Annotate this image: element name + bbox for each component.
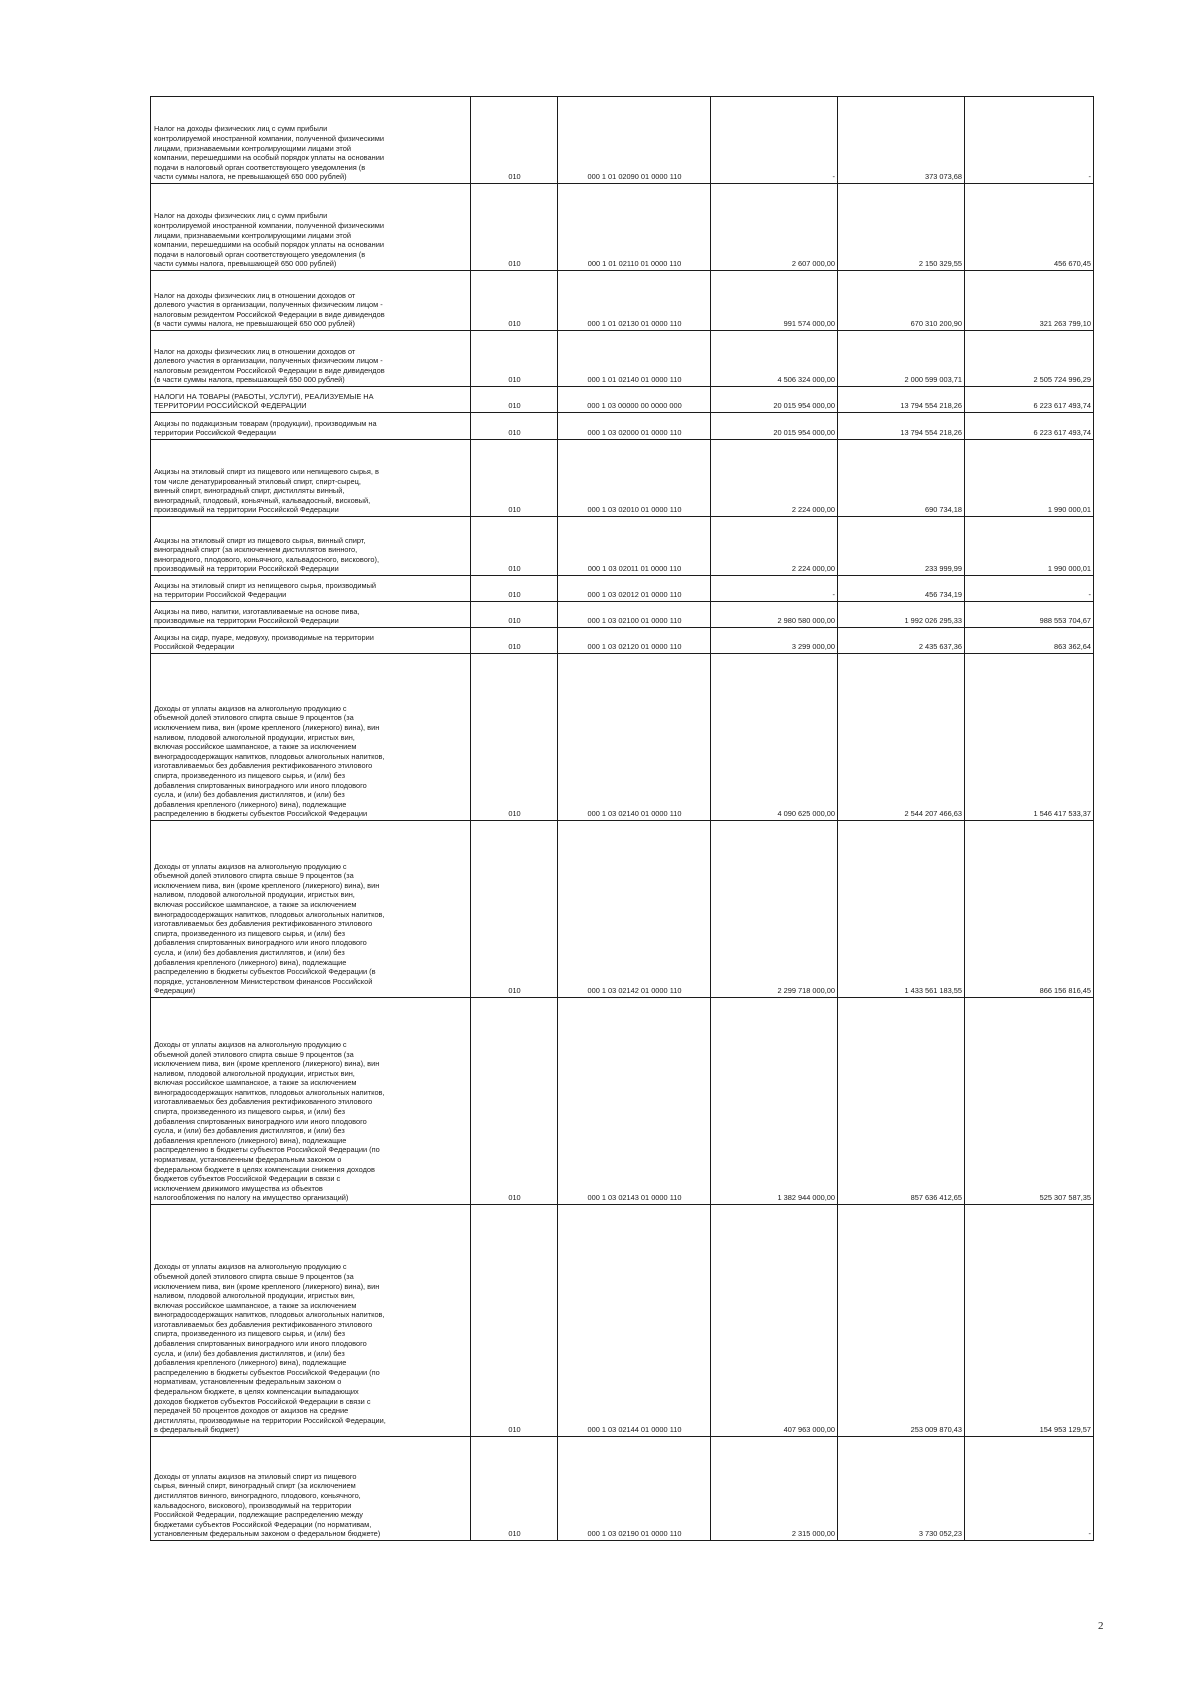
revenue-table-body: [151, 97, 1094, 1541]
row-name: Доходы от уплаты акцизов на алкогольную продукцию с объемной долей этилового спирта свыше 9 процентов (за исключением пива, вин (кроме крепленого (ликерного) вина), вин наливом, плодовой алкогольной продукции, игристых вин, включая российское шампанское, а также за исключением виноградосодержащих напитков, плодовых алкогольных напитков, изготавливаемых без добавления ректификованного этилового спирта, произведенного из пищевого сырья, и (или) без добавления спиртованных виноградного или иного плодового сусла, и (или) без добавления дистиллятов, и (или) без добавления крепленого (ликерного) вина), подлежащие распределению в бюджеты субъектов Российской Федерации (по нормативам, установленным федеральным законом о федеральном бюджете в целях компенсации снижения доходов бюджетов субъектов Российской Федерации в связи с исключением движимого имущества из объектов налогообложения по налогу на имущество организаций): [151, 998, 471, 1205]
row-kbk: 000 1 03 02010 01 0000 110: [558, 440, 711, 517]
row-code: 010: [471, 97, 558, 184]
revenue-table: [150, 96, 1094, 1541]
table-row: [151, 1205, 1094, 1437]
row-approved: 4 090 625 000,00: [711, 654, 838, 821]
row-approved: 2 224 000,00: [711, 517, 838, 576]
table-row: [151, 184, 1094, 271]
row-code: 010: [471, 271, 558, 331]
row-approved: 4 506 324 000,00: [711, 331, 838, 387]
row-kbk: 000 1 03 02000 01 0000 110: [558, 413, 711, 440]
table-row: [151, 440, 1094, 517]
row-approved: 2 315 000,00: [711, 1437, 838, 1541]
row-unexecuted: 866 156 816,45: [965, 821, 1094, 998]
row-approved: 1 382 944 000,00: [711, 998, 838, 1205]
row-executed: 857 636 412,65: [838, 998, 965, 1205]
row-kbk: 000 1 01 02130 01 0000 110: [558, 271, 711, 331]
row-unexecuted: -: [965, 1437, 1094, 1541]
row-kbk: 000 1 03 02011 01 0000 110: [558, 517, 711, 576]
row-executed: 253 009 870,43: [838, 1205, 965, 1437]
row-unexecuted: 154 953 129,57: [965, 1205, 1094, 1437]
row-kbk: 000 1 01 02090 01 0000 110: [558, 97, 711, 184]
table-row: [151, 413, 1094, 440]
row-unexecuted: 6 223 617 493,74: [965, 413, 1094, 440]
row-name: Доходы от уплаты акцизов на алкогольную продукцию с объемной долей этилового спирта свыше 9 процентов (за исключением пива, вин (кроме крепленого (ликерного) вина), вин наливом, плодовой алкогольной продукции, игристых вин, включая российское шампанское, а также за исключением виноградосодержащих напитков, плодовых алкогольных напитков, изготавливаемых без добавления ректификованного этилового спирта, произведенного из пищевого сырья, и (или) без добавления спиртованных виноградного или иного плодового сусла, и (или) без добавления дистиллятов, и (или) без добавления крепленого (ликерного) вина), подлежащие распределению в бюджеты субъектов Российской Федерации: [151, 654, 471, 821]
row-name: Акцизы по подакцизным товарам (продукции), производимым на территории Российской Федерации: [151, 413, 471, 440]
row-name: Налог на доходы физических лиц с сумм прибыли контролируемой иностранной компании, полученной физическими лицами, признаваемыми контролирующими лицами этой компании, перешедшими на особый порядок уплаты на основании подачи в налоговый орган соответствующего уведомления (в части суммы налога, не превышающей 650 000 рублей): [151, 97, 471, 184]
page-number: 2: [1098, 1620, 1104, 1632]
row-name: Акцизы на этиловый спирт из пищевого или непищевого сырья, в том числе денатурированный этиловый спирт, спирт-сырец, винный спирт, виноградный спирт, дистилляты винный, виноградный, плодовый, коньячный, кальвадосный, висковый, производимый на территории Российской Федерации: [151, 440, 471, 517]
row-code: 010: [471, 184, 558, 271]
table-row: [151, 271, 1094, 331]
row-kbk: 000 1 03 02100 01 0000 110: [558, 602, 711, 628]
row-unexecuted: -: [965, 97, 1094, 184]
row-code: 010: [471, 1437, 558, 1541]
row-executed: 2 544 207 466,63: [838, 654, 965, 821]
row-approved: -: [711, 576, 838, 602]
row-name: Налог на доходы физических лиц в отношении доходов от долевого участия в организации, полученных физическим лицом - налоговым резидентом Российской Федерации в виде дивидендов (в части суммы налога, не превышающей 650 000 рублей): [151, 271, 471, 331]
row-kbk: 000 1 01 02140 01 0000 110: [558, 331, 711, 387]
table-row: [151, 821, 1094, 998]
row-unexecuted: -: [965, 576, 1094, 602]
row-approved: 2 299 718 000,00: [711, 821, 838, 998]
row-unexecuted: 2 505 724 996,29: [965, 331, 1094, 387]
row-approved: 2 980 580 000,00: [711, 602, 838, 628]
row-executed: 3 730 052,23: [838, 1437, 965, 1541]
row-code: 010: [471, 998, 558, 1205]
table-row: [151, 517, 1094, 576]
row-name: Акцизы на этиловый спирт из пищевого сырья, винный спирт, виноградный спирт (за исключением дистиллятов винного, виноградного, плодового, коньячного, кальвадосного, вискового), производимый на территории Российской Федерации: [151, 517, 471, 576]
row-unexecuted: 525 307 587,35: [965, 998, 1094, 1205]
row-unexecuted: 456 670,45: [965, 184, 1094, 271]
row-kbk: 000 1 01 02110 01 0000 110: [558, 184, 711, 271]
row-name: Акцизы на пиво, напитки, изготавливаемые на основе пива, производимые на территории Российской Федерации: [151, 602, 471, 628]
row-code: 010: [471, 440, 558, 517]
row-executed: 2 150 329,55: [838, 184, 965, 271]
row-executed: 690 734,18: [838, 440, 965, 517]
row-name: Акцизы на сидр, пуаре, медовуху, производимые на территории Российской Федерации: [151, 628, 471, 654]
row-code: 010: [471, 331, 558, 387]
row-unexecuted: 6 223 617 493,74: [965, 387, 1094, 413]
row-name: Налог на доходы физических лиц с сумм прибыли контролируемой иностранной компании, полученной физическими лицами, признаваемыми контролирующими лицами этой компании, перешедшими на особый порядок уплаты на основании подачи в налоговый орган соответствующего уведомления (в части суммы налога, превышающей 650 000 рублей): [151, 184, 471, 271]
table-row: [151, 576, 1094, 602]
row-name: НАЛОГИ НА ТОВАРЫ (РАБОТЫ, УСЛУГИ), РЕАЛИЗУЕМЫЕ НА ТЕРРИТОРИИ РОССИЙСКОЙ ФЕДЕРАЦИИ: [151, 387, 471, 413]
table-row: [151, 1437, 1094, 1541]
table-row: [151, 97, 1094, 184]
row-code: 010: [471, 821, 558, 998]
row-code: 010: [471, 602, 558, 628]
row-executed: 13 794 554 218,26: [838, 387, 965, 413]
row-unexecuted: 863 362,64: [965, 628, 1094, 654]
row-kbk: 000 1 03 02144 01 0000 110: [558, 1205, 711, 1437]
row-kbk: 000 1 03 02142 01 0000 110: [558, 821, 711, 998]
table-row: [151, 628, 1094, 654]
row-name: Доходы от уплаты акцизов на алкогольную продукцию с объемной долей этилового спирта свыше 9 процентов (за исключением пива, вин (кроме крепленого (ликерного) вина), вин наливом, плодовой алкогольной продукции, игристых вин, включая российское шампанское, а также за исключением виноградосодержащих напитков, плодовых алкогольных напитков, изготавливаемых без добавления ректификованного этилового спирта, произведенного из пищевого сырья, и (или) без добавления спиртованных виноградного или иного плодового сусла, и (или) без добавления дистиллятов, и (или) без добавления крепленого (ликерного) вина), подлежащие распределению в бюджеты субъектов Российской Федерации (в порядке, установленном Министерством финансов Российской Федерации): [151, 821, 471, 998]
row-code: 010: [471, 628, 558, 654]
row-approved: 991 574 000,00: [711, 271, 838, 331]
row-unexecuted: 1 990 000,01: [965, 440, 1094, 517]
row-unexecuted: 988 553 704,67: [965, 602, 1094, 628]
row-approved: 2 224 000,00: [711, 440, 838, 517]
row-approved: 3 299 000,00: [711, 628, 838, 654]
row-approved: -: [711, 97, 838, 184]
row-executed: 456 734,19: [838, 576, 965, 602]
row-executed: 233 999,99: [838, 517, 965, 576]
row-name: Акцизы на этиловый спирт из непищевого сырья, производимый на территории Российской Федерации: [151, 576, 471, 602]
row-code: 010: [471, 1205, 558, 1437]
row-code: 010: [471, 654, 558, 821]
row-name: Доходы от уплаты акцизов на этиловый спирт из пищевого сырья, винный спирт, виноградный спирт (за исключением дистиллятов винного, виноградного, плодового, коньячного, кальвадосного, вискового), производимый на территории Российской Федерации, подлежащие распределению между бюджетами субъектов Российской Федерации (по нормативам, установленным федеральным законом о федеральном бюджете): [151, 1437, 471, 1541]
row-kbk: 000 1 03 02120 01 0000 110: [558, 628, 711, 654]
row-approved: 20 015 954 000,00: [711, 413, 838, 440]
table-row: [151, 387, 1094, 413]
row-unexecuted: 321 263 799,10: [965, 271, 1094, 331]
row-executed: 373 073,68: [838, 97, 965, 184]
row-kbk: 000 1 03 02140 01 0000 110: [558, 654, 711, 821]
table-row: [151, 998, 1094, 1205]
row-approved: 2 607 000,00: [711, 184, 838, 271]
table-row: [151, 602, 1094, 628]
table-row: [151, 654, 1094, 821]
row-kbk: 000 1 03 02143 01 0000 110: [558, 998, 711, 1205]
row-code: 010: [471, 387, 558, 413]
row-executed: 1 992 026 295,33: [838, 602, 965, 628]
row-executed: 2 000 599 003,71: [838, 331, 965, 387]
row-approved: 407 963 000,00: [711, 1205, 838, 1437]
row-executed: 1 433 561 183,55: [838, 821, 965, 998]
row-code: 010: [471, 576, 558, 602]
row-unexecuted: 1 990 000,01: [965, 517, 1094, 576]
table-row: [151, 331, 1094, 387]
row-code: 010: [471, 413, 558, 440]
row-kbk: 000 1 03 00000 00 0000 000: [558, 387, 711, 413]
row-executed: 2 435 637,36: [838, 628, 965, 654]
row-name: Налог на доходы физических лиц в отношении доходов от долевого участия в организации, полученных физическим лицом - налоговым резидентом Российской Федерации в виде дивидендов (в части суммы налога, превышающей 650 000 рублей): [151, 331, 471, 387]
row-approved: 20 015 954 000,00: [711, 387, 838, 413]
row-code: 010: [471, 517, 558, 576]
row-executed: 670 310 200,90: [838, 271, 965, 331]
row-kbk: 000 1 03 02190 01 0000 110: [558, 1437, 711, 1541]
row-unexecuted: 1 546 417 533,37: [965, 654, 1094, 821]
row-name: Доходы от уплаты акцизов на алкогольную продукцию с объемной долей этилового спирта свыше 9 процентов (за исключением пива, вин (кроме крепленого (ликерного) вина), вин наливом, плодовой алкогольной продукции, игристых вин, включая российское шампанское, а также за исключением виноградосодержащих напитков, плодовых алкогольных напитков, изготавливаемых без добавления ректификованного этилового спирта, произведенного из пищевого сырья, и (или) без добавления спиртованных виноградного или иного плодового сусла, и (или) без добавления дистиллятов, и (или) без добавления крепленого (ликерного) вина), подлежащие распределению в бюджеты субъектов Российской Федерации (по нормативам, установленным федеральным законом о федеральном бюджете, в целях компенсации выпадающих доходов бюджетов субъектов Российской Федерации в связи с передачей 50 процентов доходов от акцизов на средние дистилляты, производимые на территории Российской Федерации, в федеральный бюджет): [151, 1205, 471, 1437]
row-executed: 13 794 554 218,26: [838, 413, 965, 440]
row-kbk: 000 1 03 02012 01 0000 110: [558, 576, 711, 602]
